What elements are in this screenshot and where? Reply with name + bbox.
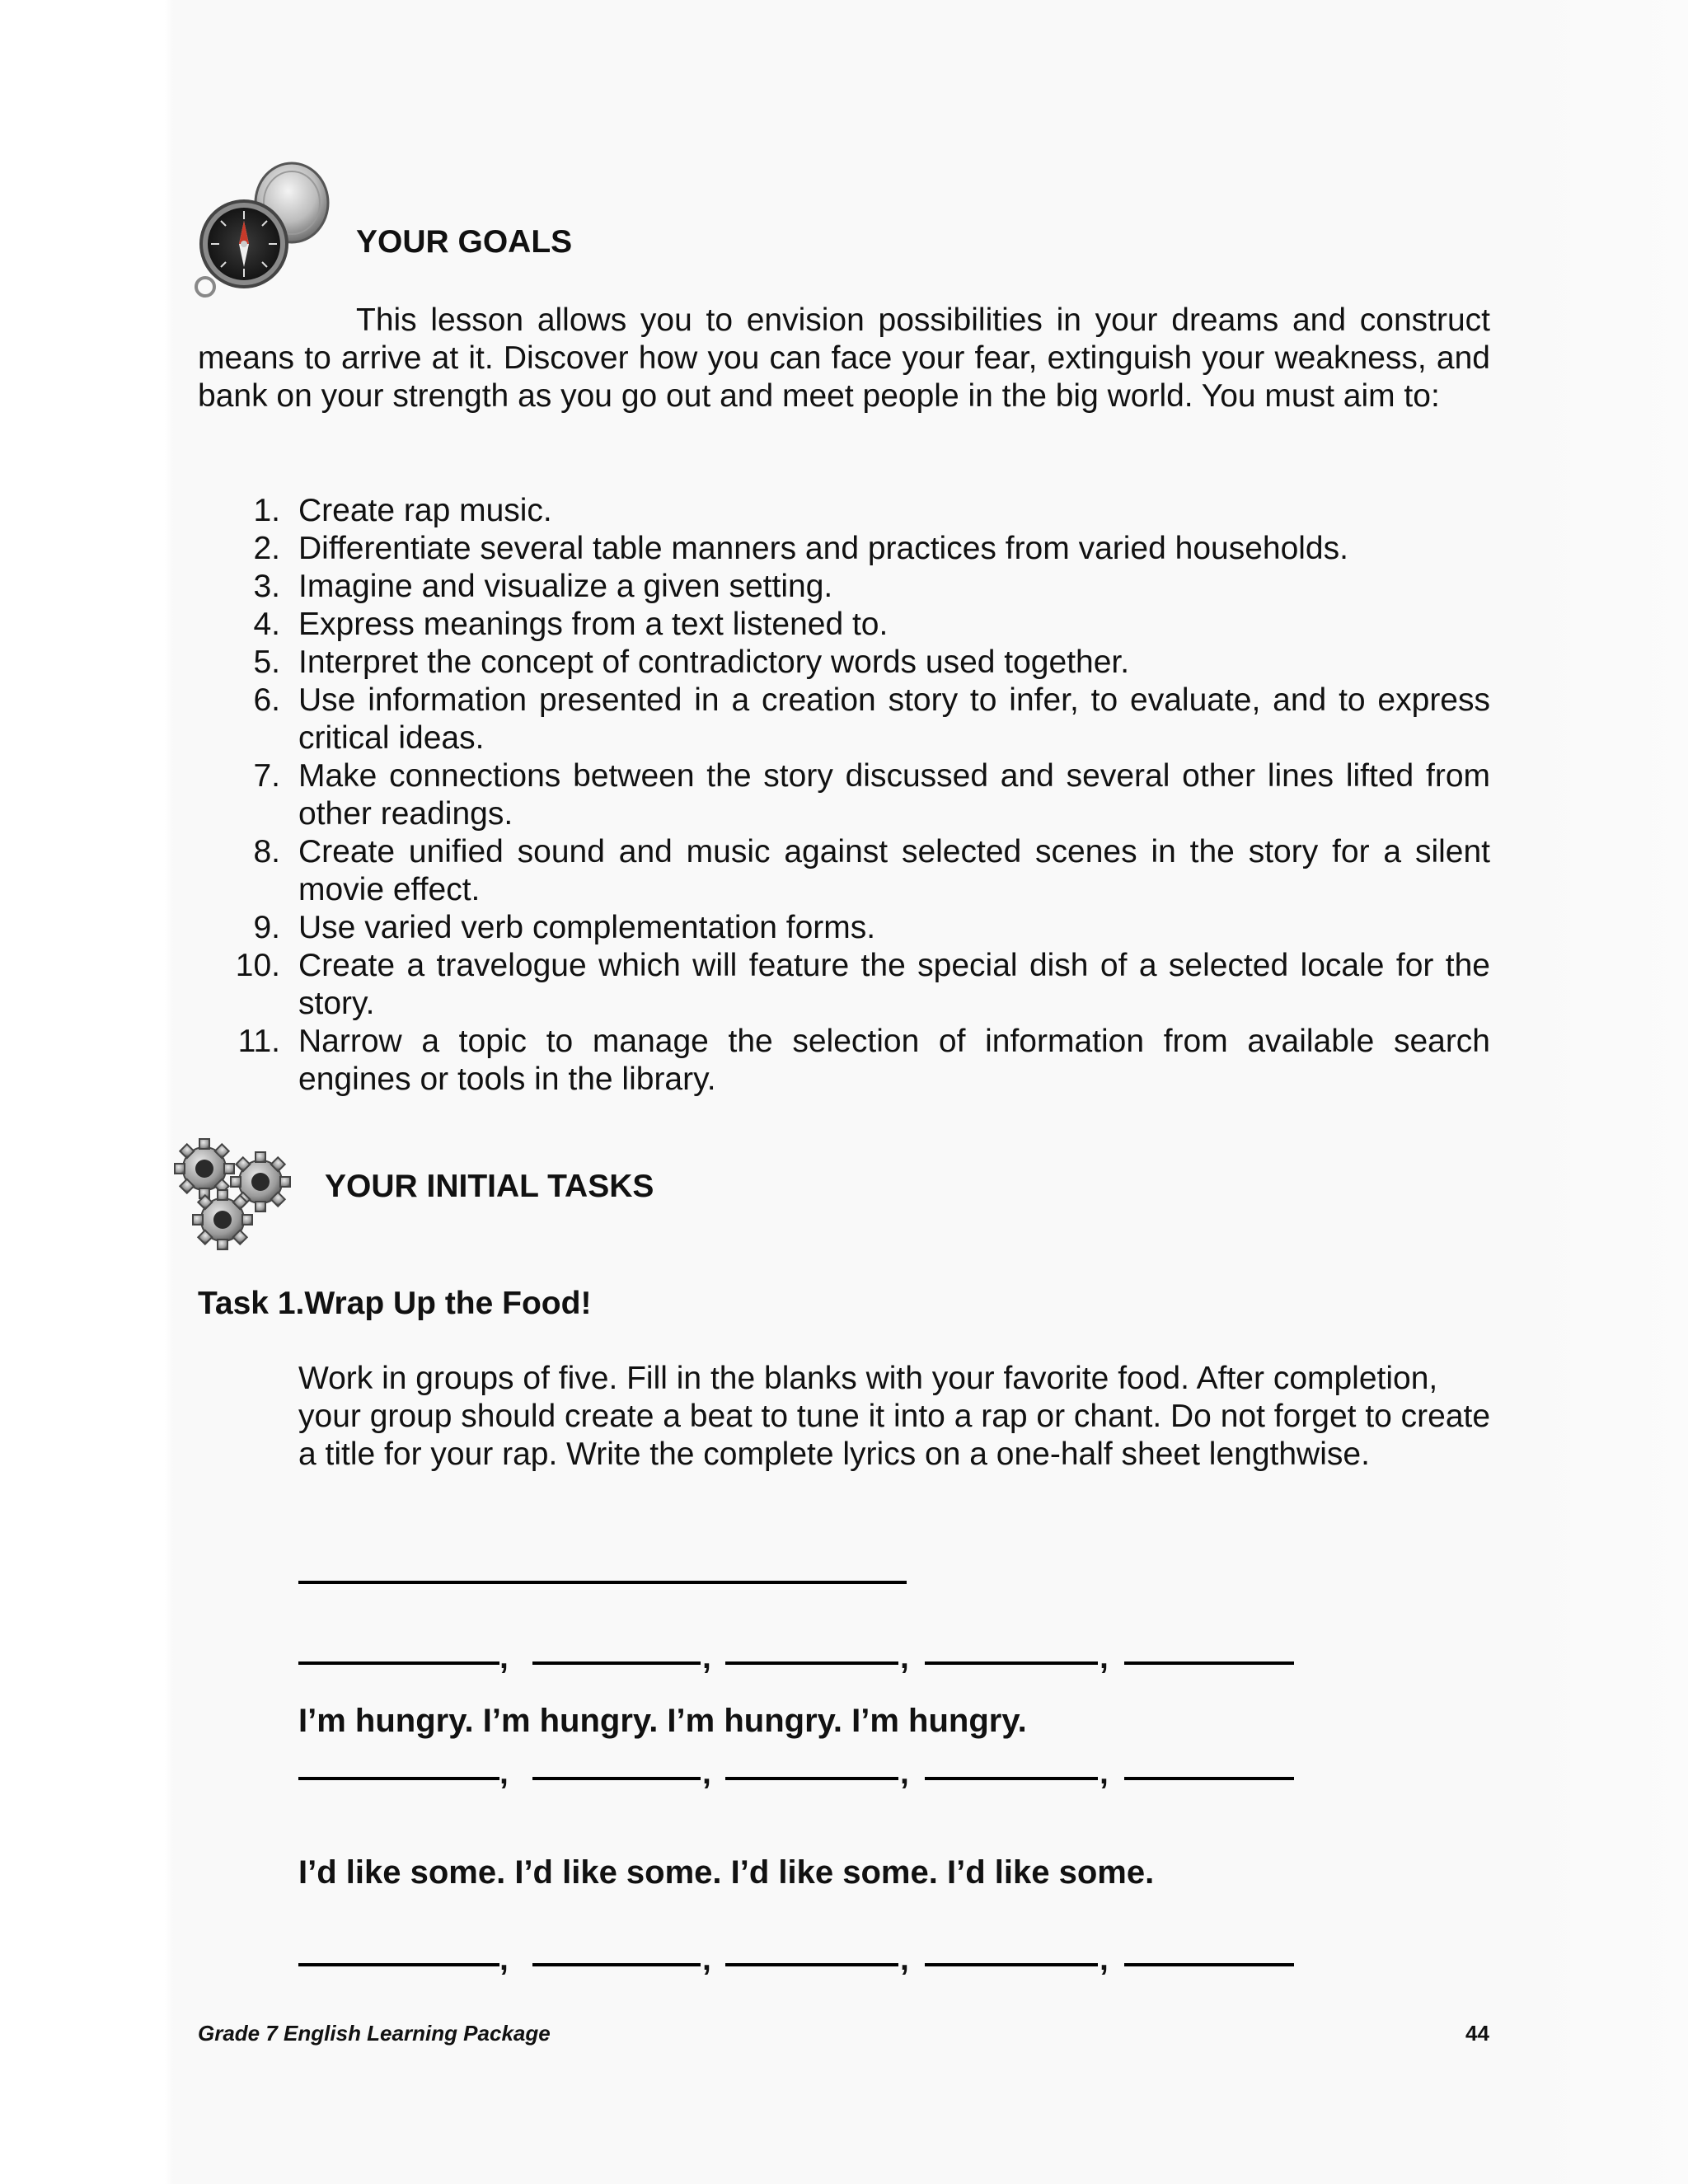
comma: , [702, 1755, 711, 1791]
comma: , [499, 1640, 509, 1675]
food-blank[interactable] [725, 1963, 898, 1966]
comma: , [1100, 1942, 1109, 1977]
food-blank[interactable] [1124, 1661, 1294, 1665]
food-blank[interactable] [925, 1777, 1098, 1780]
list-item: 9. Use varied verb complementation forms. [253, 910, 876, 945]
list-item: 8. Create unified sound and music against selected scenes in the story for a silent movie effect. [253, 834, 1490, 907]
comma: , [499, 1755, 509, 1791]
rap-line-hungry: I’m hungry. I’m hungry. I’m hungry. I’m hungry. [298, 1703, 1027, 1739]
tasks-heading: YOUR INITIAL TASKS [325, 1169, 654, 1204]
goals-heading: YOUR GOALS [356, 224, 573, 260]
food-blank[interactable] [725, 1777, 898, 1780]
food-blank[interactable] [298, 1661, 499, 1665]
list-item: 1. Create rap music. [253, 493, 552, 528]
compass-icon [195, 162, 335, 307]
food-blank[interactable] [1124, 1777, 1294, 1780]
task1-instructions: Work in groups of five. Fill in the blanks with your favorite food. After completion, your group should create a beat to tune it into a rap or chant. Do not forget to create a title for your rap. Write the complete lyrics on a one-half sheet lengthwise. [298, 1361, 1491, 1472]
list-item: 10. Create a travelogue which will feature the special dish of a selected locale for the story. [235, 948, 1490, 1021]
list-item: 4. Express meanings from a text listened to. [253, 607, 889, 642]
goals-list [198, 492, 1490, 1099]
list-item: 11. Narrow a topic to manage the selection of information from available search engines or tools in the library. [237, 1024, 1490, 1097]
food-blank[interactable] [298, 1963, 499, 1966]
comma: , [900, 1640, 909, 1675]
list-item: 6. Use information presented in a creation story to infer, to evaluate, and to express critical ideas. [253, 682, 1490, 756]
task1-title: Task 1.Wrap Up the Food! [198, 1286, 592, 1321]
comma: , [1100, 1755, 1109, 1791]
comma: , [1100, 1640, 1109, 1675]
food-blank[interactable] [725, 1661, 898, 1665]
food-blank[interactable] [532, 1661, 701, 1665]
blank-row [298, 1933, 1296, 1977]
food-blank[interactable] [532, 1963, 701, 1966]
rap-line-like-some: I’d like some. I’d like some. I’d like some. I’d like some. [298, 1854, 1155, 1891]
gears-icon [171, 1137, 303, 1253]
food-blank[interactable] [298, 1777, 499, 1780]
comma: , [900, 1942, 909, 1977]
comma: , [499, 1942, 509, 1977]
goals-intro: This lesson allows you to envision possibilities in your dreams and construct means to arrive at it. Discover how you can face your fear, extinguish your weakness, and bank on your strength as you go out and meet people in the big world. You must aim to: [198, 302, 1490, 414]
page-number: 44 [1465, 2021, 1489, 2046]
list-item: 3. Imagine and visualize a given setting. [253, 569, 833, 604]
comma: , [702, 1640, 711, 1675]
blank-row [298, 1632, 1296, 1675]
list-item: 5. Interpret the concept of contradictory words used together. [253, 644, 1130, 680]
footer-title: Grade 7 English Learning Package [198, 2021, 551, 2046]
blank-row [298, 1747, 1296, 1791]
list-item: 7. Make connections between the story discussed and several other lines lifted from other readings. [253, 758, 1490, 832]
food-blank[interactable] [532, 1777, 701, 1780]
rap-title-blank[interactable] [298, 1581, 907, 1584]
food-blank[interactable] [1124, 1963, 1294, 1966]
food-blank[interactable] [925, 1661, 1098, 1665]
list-item: 2. Differentiate several table manners and practices from varied households. [253, 531, 1348, 566]
comma: , [702, 1942, 711, 1977]
comma: , [900, 1755, 909, 1791]
food-blank[interactable] [925, 1963, 1098, 1966]
